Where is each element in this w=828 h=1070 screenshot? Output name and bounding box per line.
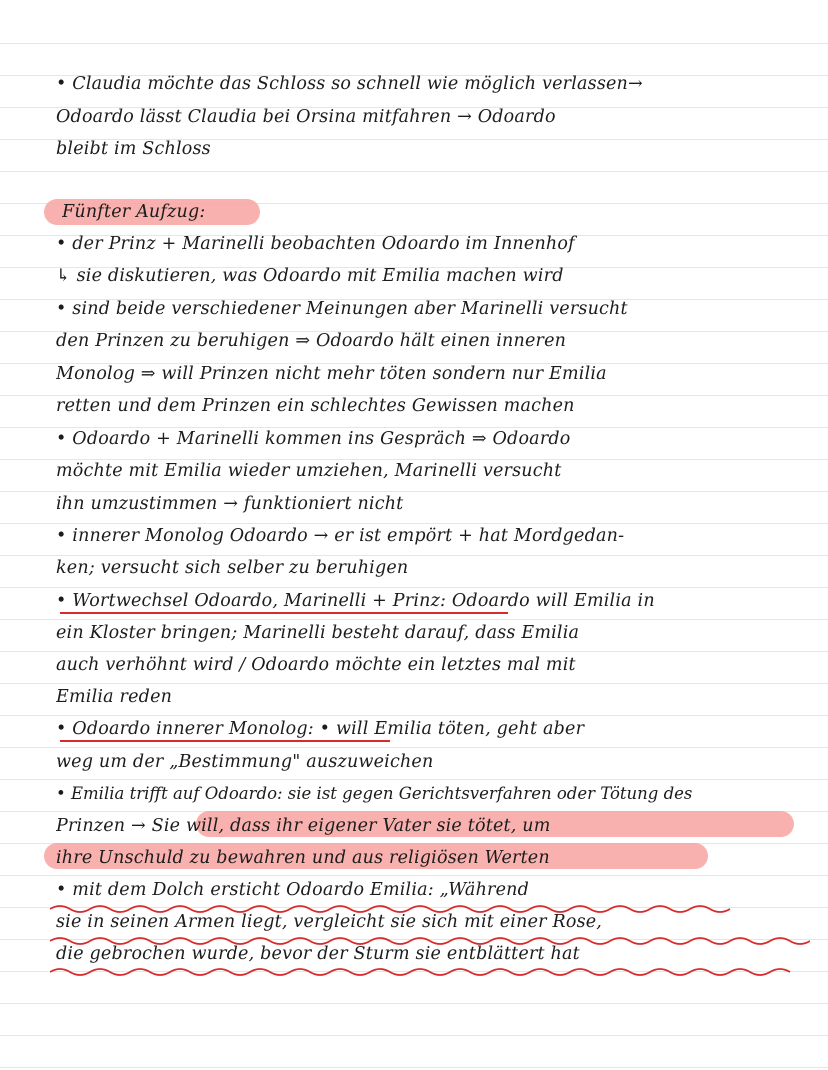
note-line: Prinzen → Sie will, dass ihr eigener Vater sie tötet, um	[56, 816, 551, 836]
note-line: weg um der „Bestimmung" auszuweichen	[56, 752, 434, 772]
note-line: ↳ sie diskutieren, was Odoardo mit Emilia machen wird	[56, 266, 564, 286]
note-line: • Odoardo innerer Monolog: • will Emilia töten, geht aber	[56, 719, 585, 739]
note-line: retten und dem Prinzen ein schlechtes Gewissen machen	[56, 396, 575, 416]
note-line: • innerer Monolog Odoardo → er ist empört + hat Mordgedan-	[56, 526, 625, 546]
note-line: ihn umzustimmen → funktioniert nicht	[56, 494, 404, 514]
note-line: • sind beide verschiedener Meinungen aber Marinelli versucht	[56, 299, 628, 319]
note-line: die gebrochen wurde, bevor der Sturm sie entblättert hat	[56, 944, 580, 964]
note-line: den Prinzen zu beruhigen ⇒ Odoardo hält einen inneren	[56, 331, 567, 351]
note-line: • der Prinz + Marinelli beobachten Odoardo im Innenhof	[56, 234, 575, 254]
note-line: • Odoardo + Marinelli kommen ins Gespräch ⇒ Odoardo	[56, 429, 571, 449]
note-line: möchte mit Emilia wieder umziehen, Marinelli versucht	[56, 461, 562, 481]
note-line: • Emilia trifft auf Odoardo: sie ist gegen Gerichtsverfahren oder Tötung des	[56, 784, 693, 803]
note-line: bleibt im Schloss	[56, 139, 211, 159]
note-line: • Wortwechsel Odoardo, Marinelli + Prinz: Odoardo will Emilia in	[56, 591, 655, 611]
note-line: ihre Unschuld zu bewahren und aus religiösen Werten	[56, 848, 550, 868]
note-line: • mit dem Dolch ersticht Odoardo Emilia: „Während	[56, 880, 530, 900]
note-line: • Claudia möchte das Schloss so schnell wie möglich verlassen→	[56, 74, 643, 94]
note-line: ein Kloster bringen; Marinelli besteht darauf, dass Emilia	[56, 623, 580, 643]
note-line: Monolog ⇒ will Prinzen nicht mehr töten sondern nur Emilia	[56, 364, 607, 384]
note-line: sie in seinen Armen liegt, vergleicht sie sich mit einer Rose,	[56, 912, 603, 932]
note-line: Odoardo lässt Claudia bei Orsina mitfahren → Odoardo	[56, 107, 556, 127]
note-line: auch verhöhnt wird / Odoardo möchte ein letztes mal mit	[56, 655, 576, 675]
note-line: Emilia reden	[56, 687, 173, 707]
note-line: ken; versucht sich selber zu beruhigen	[56, 558, 409, 578]
section-heading: Fünfter Aufzug:	[62, 202, 206, 222]
